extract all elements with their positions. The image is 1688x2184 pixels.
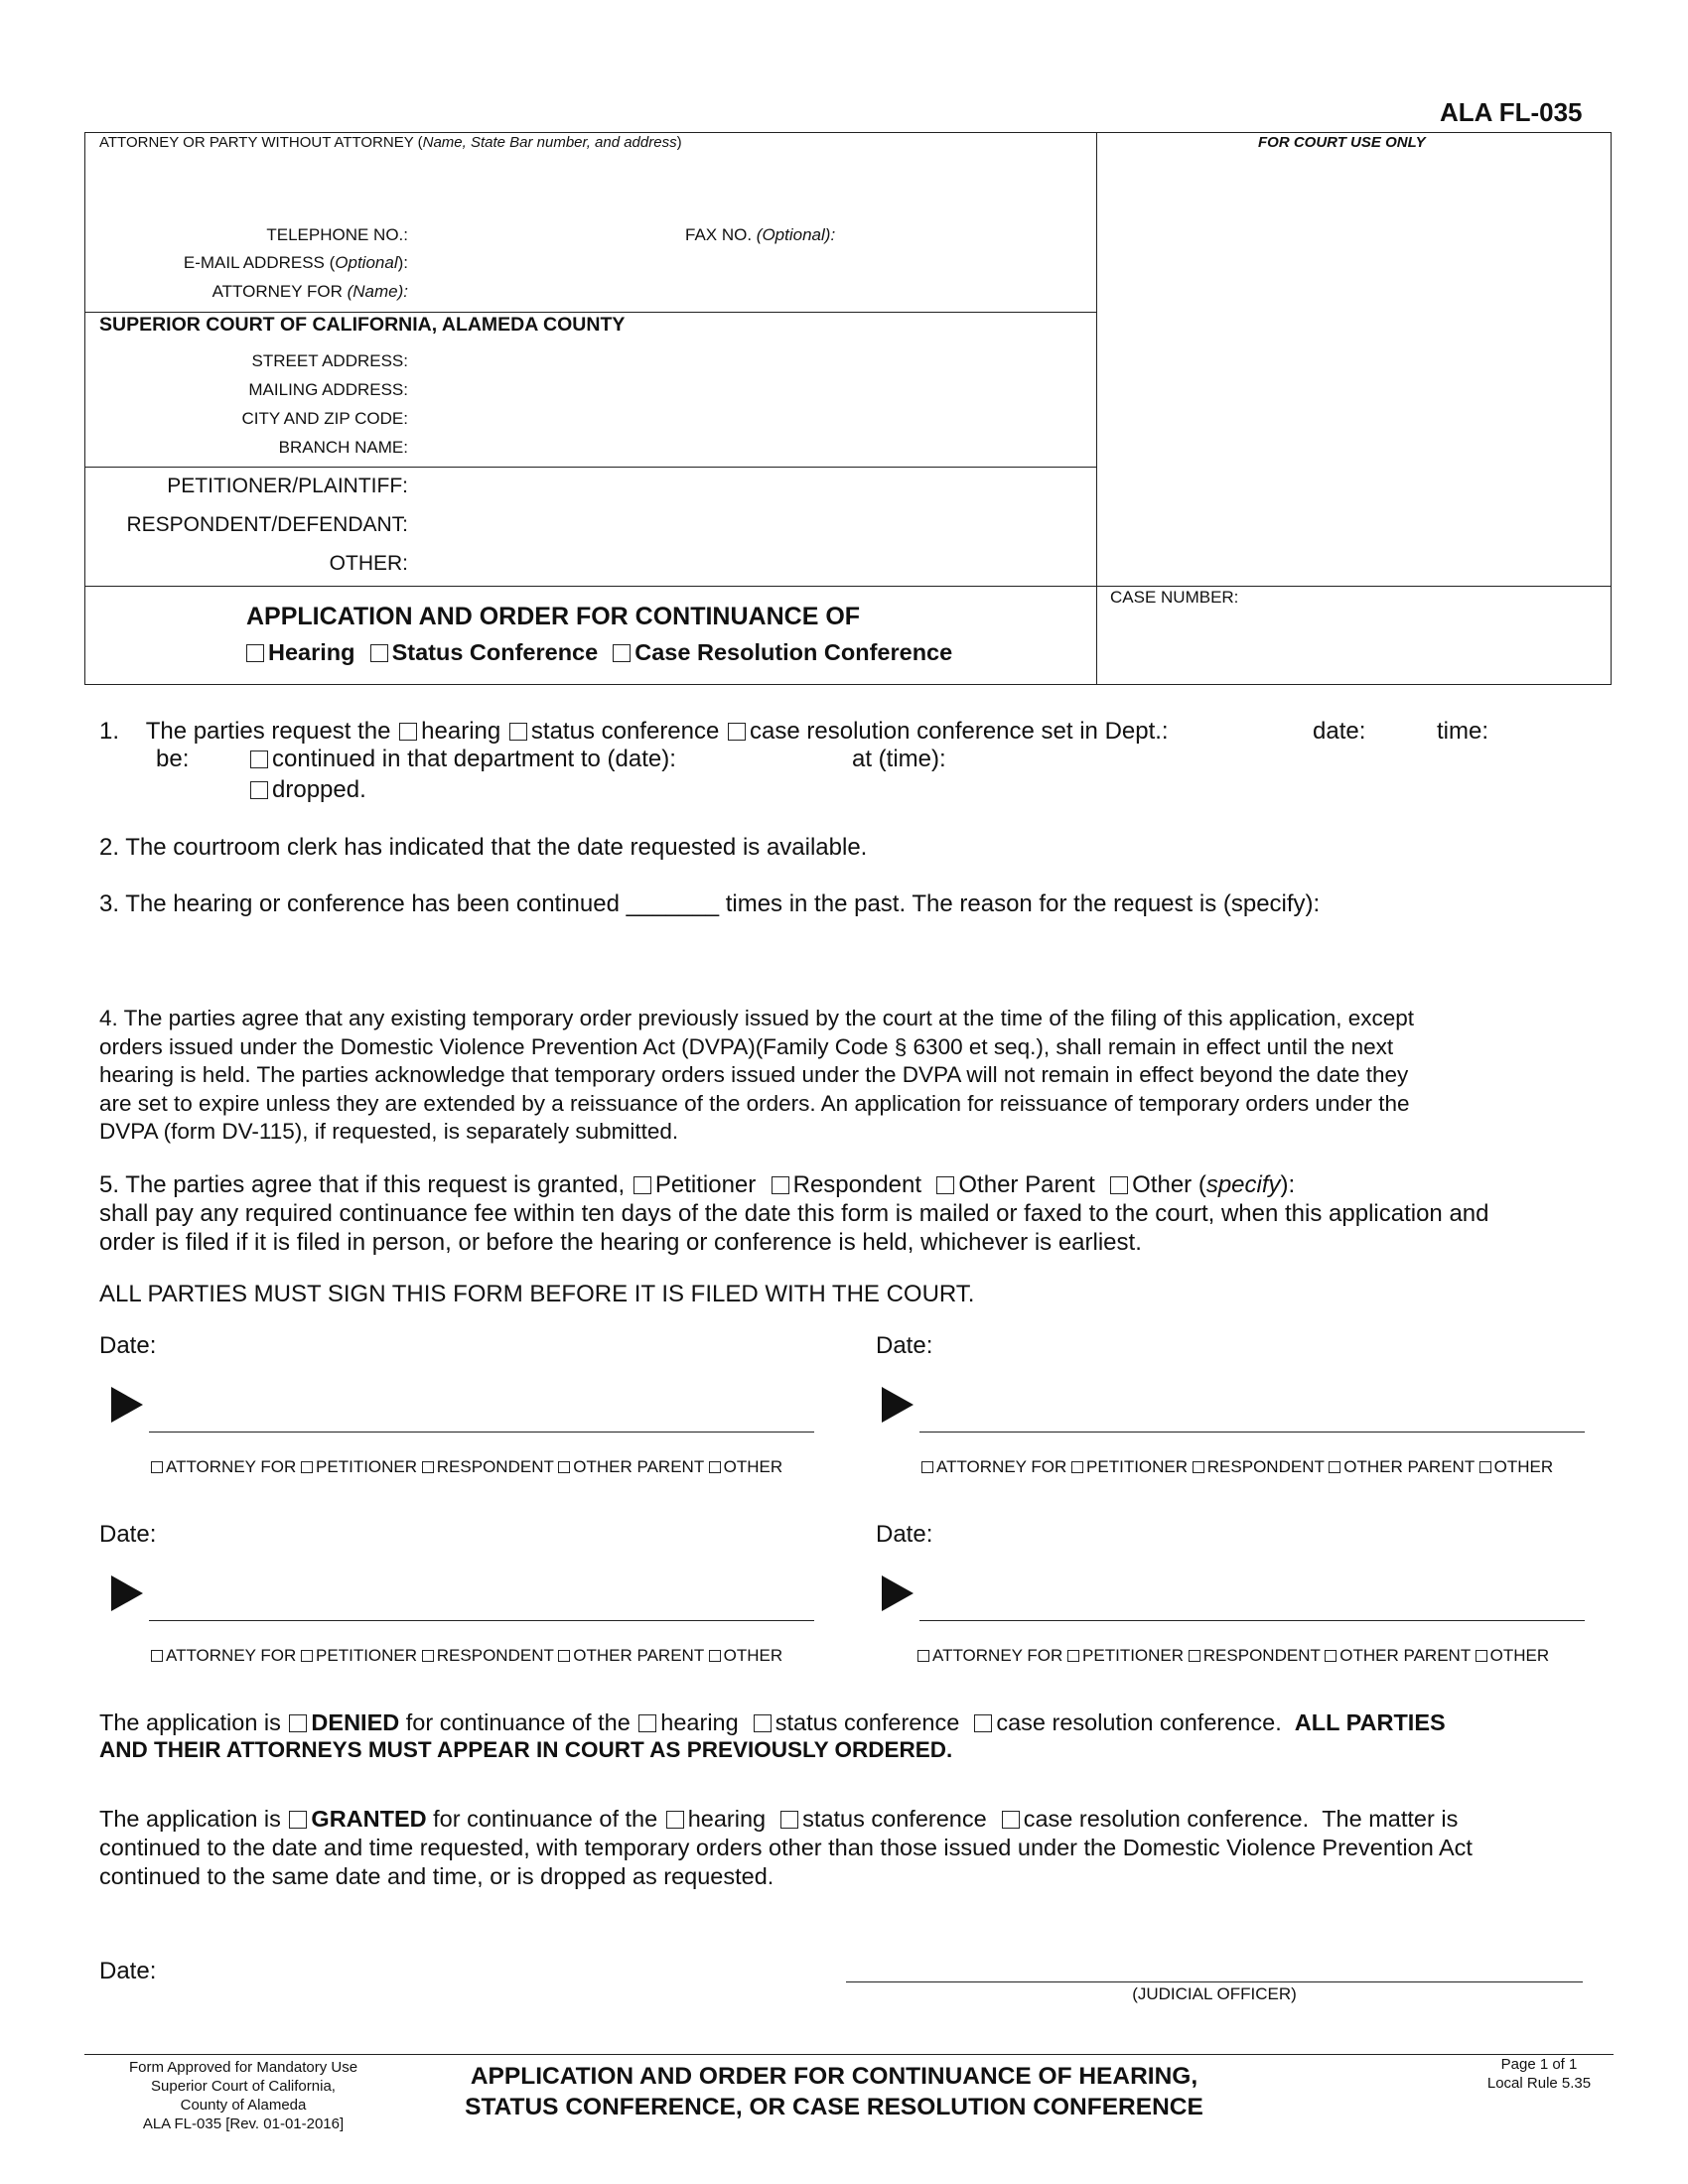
respondent-label: RESPONDENT/DEFENDANT: <box>126 513 408 536</box>
attorney-label: ATTORNEY OR PARTY WITHOUT ATTORNEY (Name, State Bar number, and address) <box>99 134 682 151</box>
item2: 2. The courtroom clerk has indicated that the date requested is available. <box>99 834 868 861</box>
denied-crc-checkbox[interactable] <box>974 1714 992 1732</box>
role-other-checkbox[interactable] <box>1476 1650 1487 1662</box>
other-label: OTHER: <box>329 552 408 575</box>
denied-status-checkbox[interactable] <box>754 1714 772 1732</box>
form-title: APPLICATION AND ORDER FOR CONTINUANCE OF <box>246 603 861 630</box>
item4: 4. The parties agree that any existing temporary order previously issued by the court at the time of the filing of this application, except orders issued under the Domestic Violence Prevention Act (DVPA)(Family Code § 6300 et seq.), shall remain in effect until the next hearing is held. The parties acknowledge that temporary orders issued under the DVPA will not remain in effect beyond the date they are set to expire unless they are extended by a reissuance of the orders. An application for reissuance of temporary orders under the DVPA (form DV-115), if requested, is separately submitted. <box>99 1006 1415 1144</box>
sig-role-options: ATTORNEY FOR PETITIONER RESPONDENT OTHER PARENT OTHER <box>151 1646 782 1666</box>
footer-right: Page 1 of 1 Local Rule 5.35 <box>1486 2056 1592 2092</box>
item1-hearing-checkbox[interactable] <box>399 723 417 741</box>
role-other-parent-checkbox[interactable] <box>1329 1461 1340 1473</box>
item5-petitioner-checkbox[interactable] <box>633 1176 651 1194</box>
role-attorney-checkbox[interactable] <box>151 1650 163 1662</box>
role-respondent-checkbox[interactable] <box>422 1461 434 1473</box>
item1-crc-checkbox[interactable] <box>728 723 746 741</box>
date-label: Date: <box>99 1332 157 1359</box>
sign-arrow-icon <box>111 1575 143 1611</box>
court-name: SUPERIOR COURT OF CALIFORNIA, ALAMEDA COUNTY <box>99 314 626 336</box>
petitioner-label: PETITIONER/PLAINTIFF: <box>167 475 408 497</box>
role-other-checkbox[interactable] <box>1479 1461 1491 1473</box>
role-other-checkbox[interactable] <box>709 1650 721 1662</box>
branch-label: BRANCH NAME: <box>278 438 408 457</box>
footer-left: Form Approved for Mandatory Use Superior Court of California, County of Alameda ALA FL-035 [Rev. 01-01-2016] <box>128 2059 358 2132</box>
granted-line3: continued to the same date and time, or is dropped as requested. <box>99 1863 774 1889</box>
court-use-only: FOR COURT USE ONLY <box>1258 134 1426 151</box>
title-crc-checkbox[interactable] <box>613 644 631 662</box>
date-label: Date: <box>99 1521 157 1548</box>
role-attorney-checkbox[interactable] <box>151 1461 163 1473</box>
item1-date-label: date: <box>1313 718 1366 745</box>
sig-role-options: ATTORNEY FOR PETITIONER RESPONDENT OTHER PARENT OTHER <box>151 1457 782 1477</box>
sig-role-options: ATTORNEY FOR PETITIONER RESPONDENT OTHER PARENT OTHER <box>921 1457 1553 1477</box>
item5-other-parent-checkbox[interactable] <box>936 1176 954 1194</box>
sign-arrow-icon <box>111 1387 143 1423</box>
caption-divider <box>1096 132 1097 685</box>
signature-line[interactable] <box>149 1432 814 1433</box>
sign-arrow-icon <box>882 1387 914 1423</box>
item1-dropped-checkbox[interactable] <box>250 781 268 799</box>
granted-line2: continued to the date and time requested, with temporary orders other than those issued under the Domestic Violence Prevention Act <box>99 1835 1473 1860</box>
title-options: Hearing Status Conference Case Resolution Conference <box>244 639 952 666</box>
item1-time-label: time: <box>1437 718 1489 745</box>
signature-line[interactable] <box>919 1620 1585 1621</box>
footer-title: APPLICATION AND ORDER FOR CONTINUANCE OF HEARING, STATUS CONFERENCE, OR CASE RESOLUTION CONFERENCE <box>465 2063 1203 2120</box>
signature-line[interactable] <box>919 1432 1585 1433</box>
city-label: CITY AND ZIP CODE: <box>241 409 408 428</box>
title-hearing-checkbox[interactable] <box>246 644 264 662</box>
granted-crc-checkbox[interactable] <box>1002 1811 1020 1829</box>
item5-other-checkbox[interactable] <box>1110 1176 1128 1194</box>
item1-continued: continued in that department to (date): <box>248 746 676 773</box>
title-status-checkbox[interactable] <box>370 644 388 662</box>
date-label: Date: <box>99 1958 157 1984</box>
item1-at-time: at (time): <box>852 746 946 772</box>
role-petitioner-checkbox[interactable] <box>1071 1461 1083 1473</box>
judicial-officer-label: (JUDICIAL OFFICER) <box>1132 1984 1297 2003</box>
date-label: Date: <box>876 1521 933 1548</box>
all-parties-notice: ALL PARTIES MUST SIGN THIS FORM BEFORE IT IS FILED WITH THE COURT. <box>99 1281 975 1307</box>
signature-line[interactable] <box>149 1620 814 1621</box>
role-petitioner-checkbox[interactable] <box>301 1461 313 1473</box>
role-respondent-checkbox[interactable] <box>1193 1461 1204 1473</box>
form-id: ALA FL-035 <box>1440 97 1583 127</box>
date-label: Date: <box>876 1332 933 1359</box>
item1-line1: 1. The parties request the hearing status conference case resolution conference set in Dept.: <box>99 718 1169 745</box>
case-number-label: CASE NUMBER: <box>1110 588 1239 607</box>
item1-continued-checkbox[interactable] <box>250 751 268 768</box>
role-petitioner-checkbox[interactable] <box>1067 1650 1079 1662</box>
role-other-checkbox[interactable] <box>709 1461 721 1473</box>
denied-line1: The application is DENIED for continuance of the hearing status conference case resolution conference. ALL PARTIES <box>99 1709 1446 1735</box>
granted-checkbox[interactable] <box>289 1811 307 1829</box>
role-respondent-checkbox[interactable] <box>422 1650 434 1662</box>
role-other-parent-checkbox[interactable] <box>558 1461 570 1473</box>
mailing-label: MAILING ADDRESS: <box>248 380 408 399</box>
denied-hearing-checkbox[interactable] <box>638 1714 656 1732</box>
role-attorney-checkbox[interactable] <box>917 1650 929 1662</box>
sig-role-options: ATTORNEY FOR PETITIONER RESPONDENT OTHER PARENT OTHER <box>917 1646 1549 1666</box>
role-attorney-checkbox[interactable] <box>921 1461 933 1473</box>
item3: 3. The hearing or conference has been continued _______ times in the past. The reason for the request is (specify): <box>99 890 1321 917</box>
street-label: STREET ADDRESS: <box>251 351 408 370</box>
denied-line2: AND THEIR ATTORNEYS MUST APPEAR IN COURT AS PREVIOUSLY ORDERED. <box>99 1737 953 1762</box>
granted-status-checkbox[interactable] <box>780 1811 798 1829</box>
email-label: E-MAIL ADDRESS (Optional): <box>183 253 408 272</box>
role-petitioner-checkbox[interactable] <box>301 1650 313 1662</box>
granted-line1: The application is GRANTED for continuance of the hearing status conference case resolution conference. The matter is <box>99 1806 1459 1832</box>
granted-hearing-checkbox[interactable] <box>666 1811 684 1829</box>
item5-line1: 5. The parties agree that if this request is granted, Petitioner Respondent Other Parent Other (specify): <box>99 1171 1296 1198</box>
fax-label: FAX NO. (Optional): <box>685 225 836 244</box>
item1-dropped: dropped. <box>248 776 366 804</box>
denied-checkbox[interactable] <box>289 1714 307 1732</box>
item1-status-checkbox[interactable] <box>509 723 527 741</box>
item5-respondent-checkbox[interactable] <box>772 1176 789 1194</box>
judicial-officer-signature-line[interactable] <box>846 1981 1583 1982</box>
role-respondent-checkbox[interactable] <box>1189 1650 1200 1662</box>
attorney-for-label: ATTORNEY FOR (Name): <box>211 282 408 301</box>
role-other-parent-checkbox[interactable] <box>1325 1650 1336 1662</box>
sign-arrow-icon <box>882 1575 914 1611</box>
footer-divider <box>84 2054 1614 2055</box>
telephone-label: TELEPHONE NO.: <box>266 225 408 244</box>
item5-line2: shall pay any required continuance fee within ten days of the date this form is mailed or faxed to the court, when this application and <box>99 1200 1489 1227</box>
role-other-parent-checkbox[interactable] <box>558 1650 570 1662</box>
item1-be: be: <box>156 746 190 772</box>
item5-line3: order is filed if it is filed in person, or before the hearing or conference is held, whichever is earliest. <box>99 1229 1142 1256</box>
